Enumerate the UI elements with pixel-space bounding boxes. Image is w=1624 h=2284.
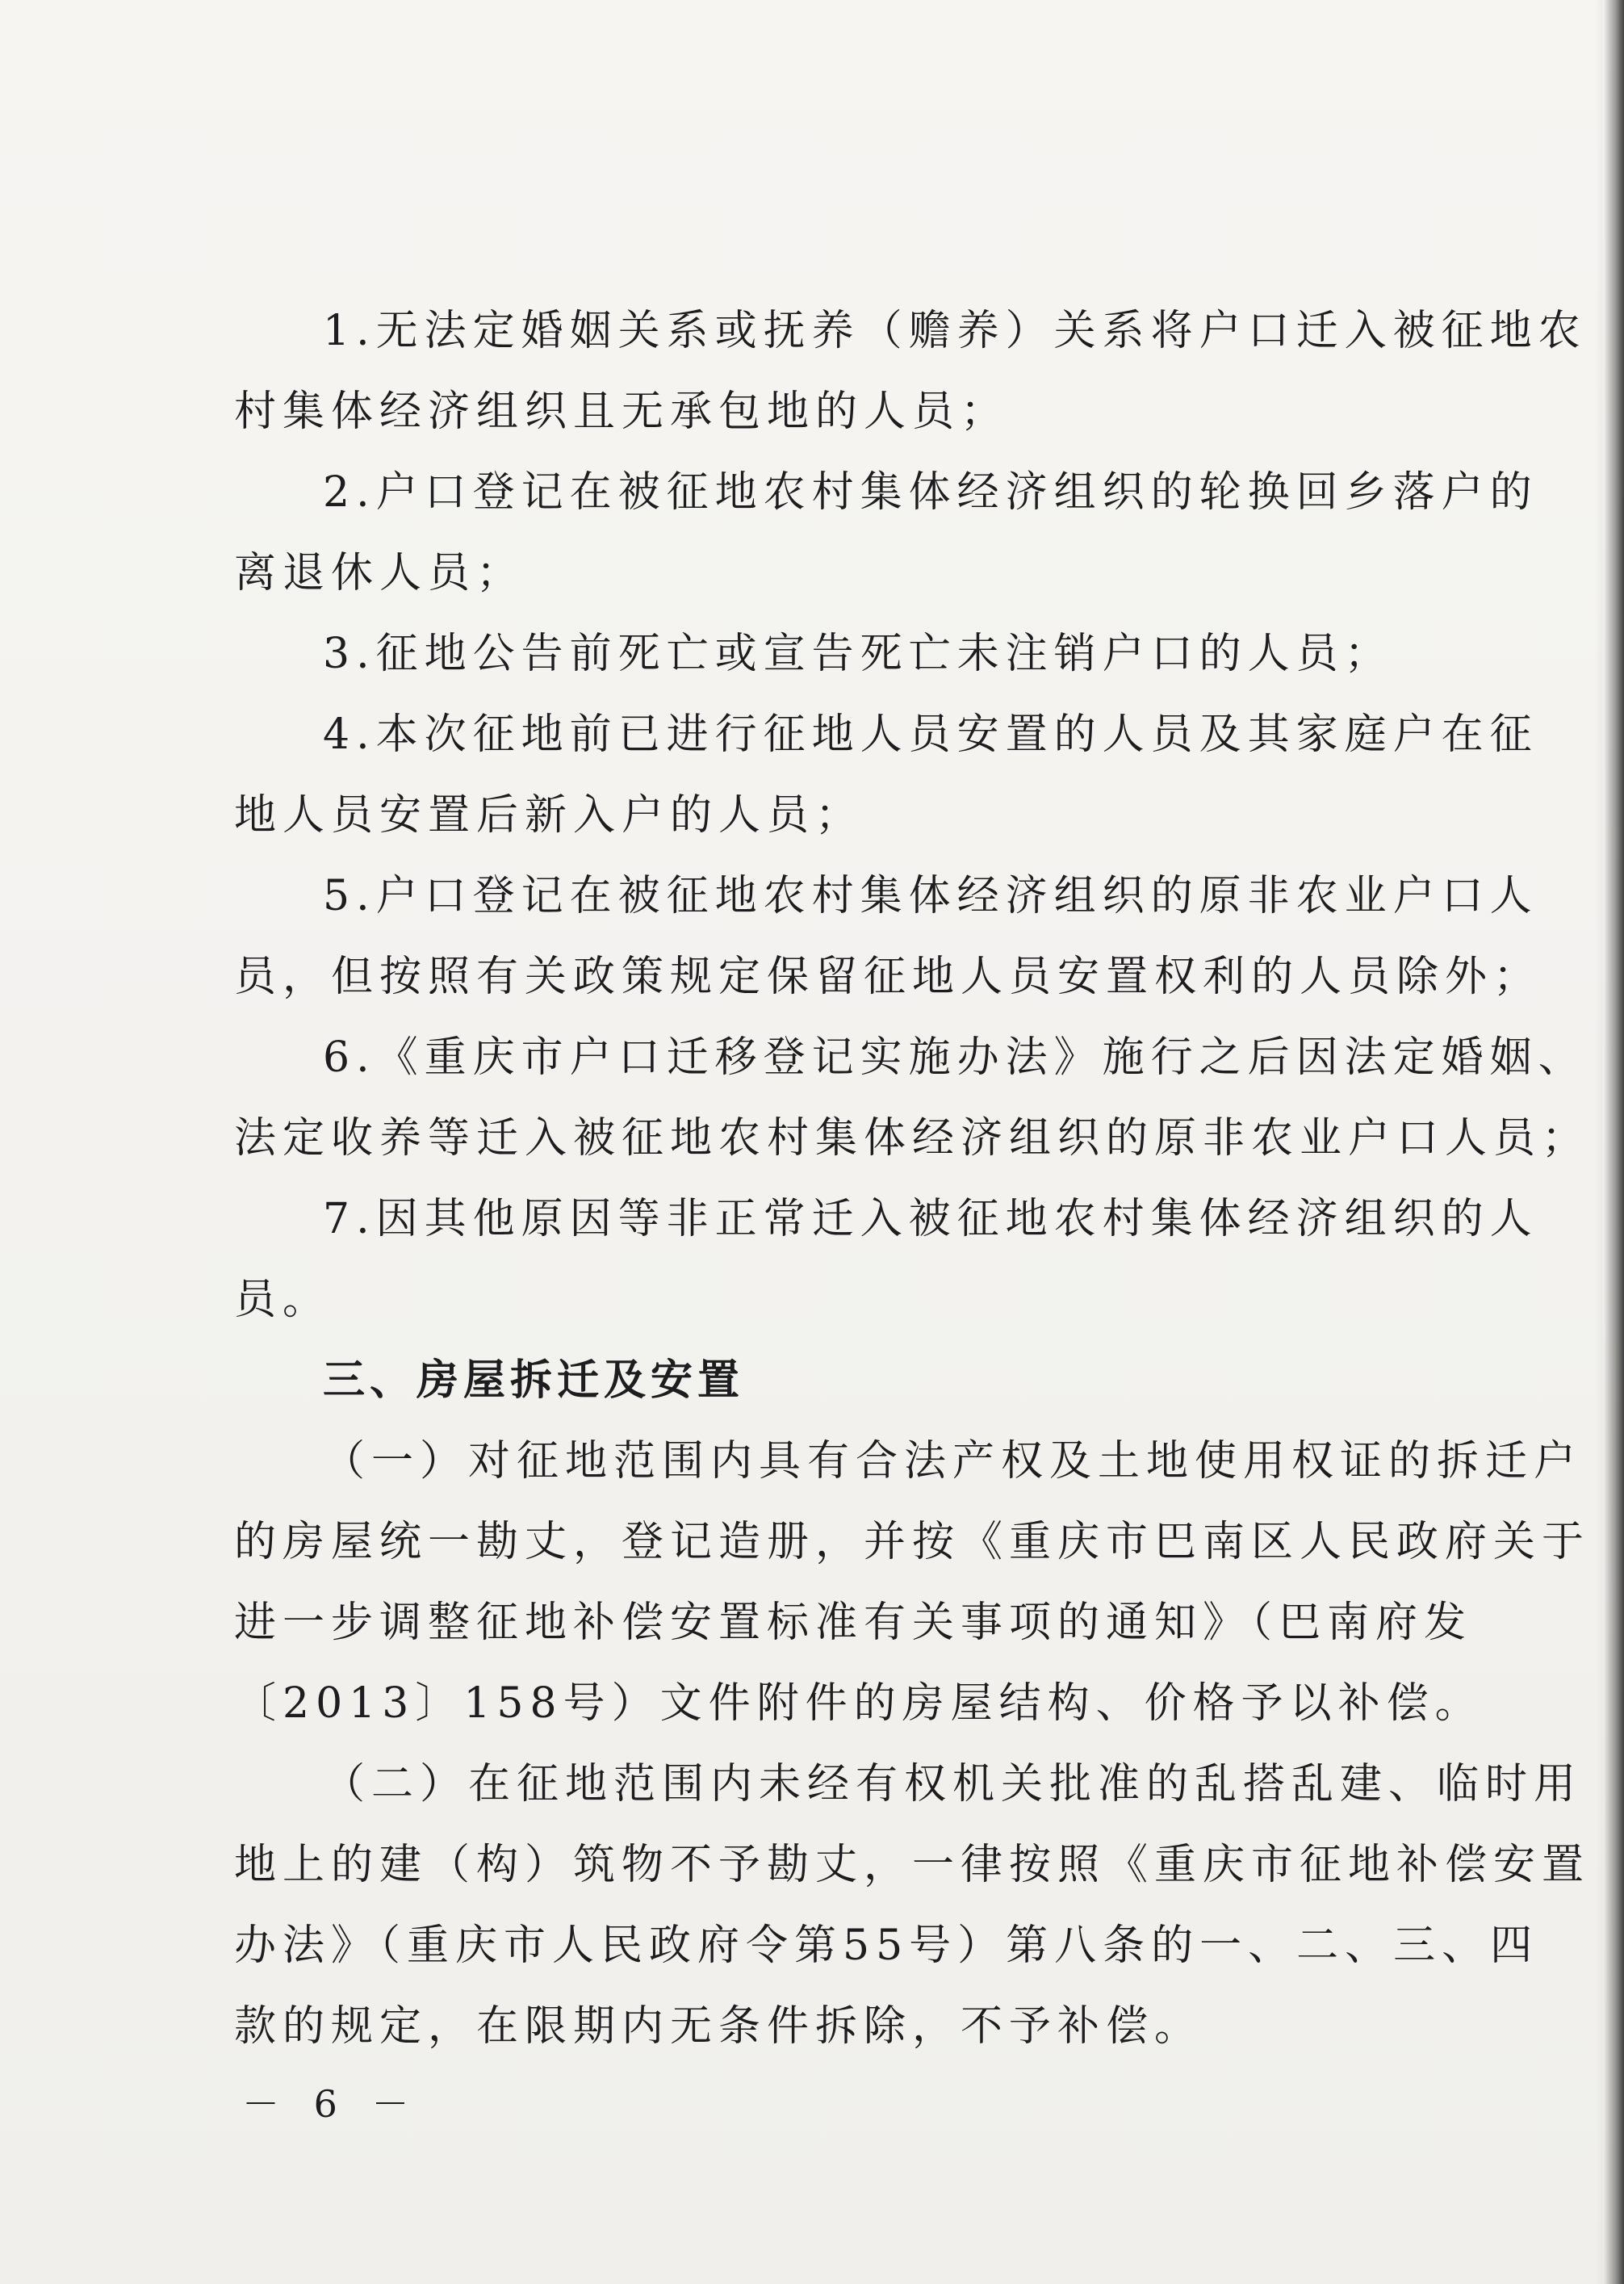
text-line: 员。 (234, 1276, 332, 1324)
text-line: 2.户口登记在被征地农村集体经济组织的轮换回乡落户的 (323, 468, 1538, 517)
text-line: 5.户口登记在被征地农村集体经济组织的原非农业户口人 (323, 872, 1538, 920)
text-line: （一）对征地范围内具有合法产权及土地使用权证的拆迁户 (323, 1437, 1583, 1486)
text-line: 地上的建（构）筑物不予勘丈，一律按照《重庆市征地补偿安置 (234, 1841, 1591, 1889)
page-number: － 6 － (242, 2082, 421, 2126)
scan-edge-shadow (1603, 0, 1624, 2284)
scan-edge-highlight (1595, 0, 1603, 2284)
text-line: 3.征地公告前死亡或宣告死亡未注销户口的人员； (323, 630, 1393, 678)
text-line: 办法》（重庆市人民政府令第55号）第八条的一、二、三、四 (234, 1921, 1539, 1970)
section-heading: 三、房屋拆迁及安置 (323, 1356, 745, 1405)
text-line: 4.本次征地前已进行征地人员安置的人员及其家庭户在征 (323, 710, 1538, 759)
document-body (234, 291, 1591, 2067)
text-line: 法定收养等迁入被征地农村集体经济组织的原非农业户口人员； (234, 1114, 1591, 1163)
text-line: 的房屋统一勘丈，登记造册，并按《重庆市巴南区人民政府关于 (234, 1518, 1591, 1566)
text-line: 款的规定，在限期内无条件拆除，不予补偿。 (234, 2002, 1203, 2051)
text-line: 村集体经济组织且无承包地的人员； (234, 388, 1010, 436)
text-line: 〔2013〕158号）文件附件的房屋结构、价格予以补偿。 (234, 1679, 1484, 1728)
text-line: 地人员安置后新入户的人员； (234, 791, 864, 840)
text-line: 员，但按照有关政策规定保留征地人员安置权利的人员除外； (234, 953, 1542, 1001)
text-line: 1.无法定婚姻关系或抚养（赡养）关系将户口迁入被征地农 (323, 307, 1587, 355)
text-line: 离退休人员； (234, 549, 525, 597)
text-line: 进一步调整征地补偿安置标准有关事项的通知》（巴南府发 (234, 1599, 1473, 1647)
text-line: 7.因其他原因等非正常迁入被征地农村集体经济组织的人 (323, 1195, 1538, 1243)
text-line: 6.《重庆市户口迁移登记实施办法》施行之后因法定婚姻、 (323, 1033, 1587, 1082)
text-line: （二）在征地范围内未经有权机关批准的乱搭乱建、临时用 (323, 1760, 1583, 1808)
